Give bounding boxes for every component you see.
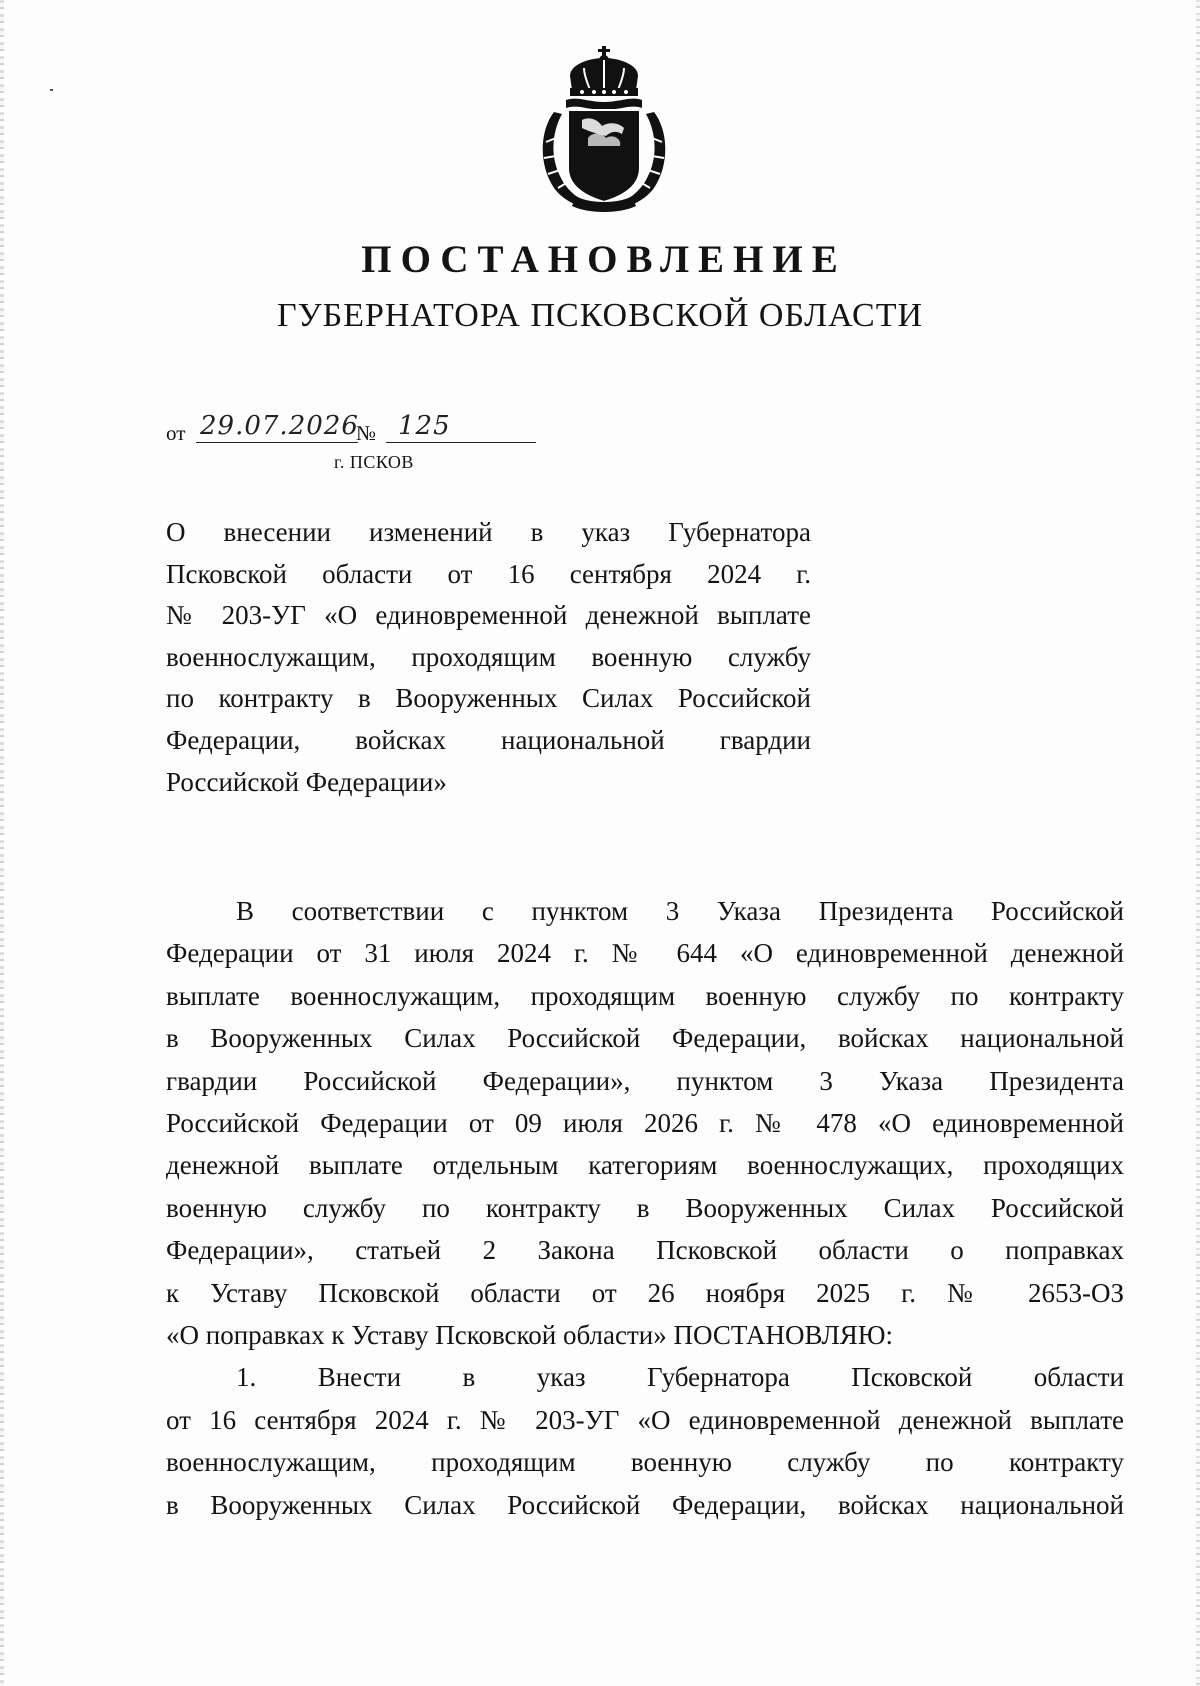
heading-line: Псковской области от 16 сентября 2024 г. bbox=[166, 558, 811, 589]
date-underline bbox=[196, 442, 358, 443]
document-subtitle: ГУБЕРНАТОРА ПСКОВСКОЙ ОБЛАСТИ bbox=[276, 297, 924, 334]
number-prefix: № bbox=[356, 421, 377, 445]
date-prefix: от bbox=[166, 421, 186, 445]
body-line: в Вооруженных Силах Российской Федерации, войсках национальной bbox=[166, 1489, 1124, 1520]
heading-line: О внесении изменений в указ Губернатора bbox=[166, 517, 811, 547]
body-line: Федерации», статьей 2 Закона Псковской области о поправках bbox=[166, 1235, 1124, 1266]
heading-line: Федерации, войсках национальной гвардии bbox=[166, 724, 811, 755]
body-line: Федерации от 31 июля 2024 г. № 644 «О единовременной денежной bbox=[166, 938, 1124, 969]
number-underline bbox=[386, 442, 536, 443]
body-line: гвардии Российской Федерации», пунктом 3 Указа Президента bbox=[166, 1065, 1124, 1096]
date-number-line bbox=[166, 411, 566, 447]
date-value: 29.07.2026 bbox=[200, 411, 359, 441]
body-line: «О поправках к Уставу Псковской области» ПОСТАНОВЛЯЮ: bbox=[166, 1320, 894, 1351]
city-label: г. ПСКОВ bbox=[334, 452, 414, 472]
body-line: военную службу по контракту в Вооруженных Силах Российской bbox=[166, 1192, 1124, 1223]
body-line: выплате военнослужащим, проходящим военную службу по контракту bbox=[166, 980, 1124, 1011]
document-title: ПОСТАНОВЛЕНИЕ bbox=[361, 238, 847, 281]
body-line: денежной выплате отдельным категориям военнослужащих, проходящих bbox=[166, 1150, 1124, 1181]
body-line: в Вооруженных Силах Российской Федерации, войсках национальной bbox=[166, 1023, 1124, 1054]
document-heading bbox=[166, 512, 811, 803]
body-line: военнослужащим, проходящим военную службу по контракту bbox=[166, 1447, 1124, 1478]
body-line: от 16 сентября 2024 г. № 203-УГ «О единовременной денежной выплате bbox=[166, 1404, 1124, 1435]
body-line: Российской Федерации от 09 июля 2026 г. № 478 «О единовременной bbox=[166, 1108, 1124, 1139]
heading-line: № 203-УГ «О единовременной денежной выплате bbox=[166, 600, 811, 631]
body-line: 1. Внести в указ Губернатора Псковской области bbox=[236, 1362, 1124, 1393]
heading-line: военнослужащим, проходящим военную службу bbox=[166, 641, 811, 672]
heading-line: Российской Федерации» bbox=[166, 766, 447, 797]
heading-line: по контракту в Вооруженных Силах Российской bbox=[166, 683, 811, 714]
pskov-coat-of-arms-icon bbox=[532, 46, 676, 212]
document-body bbox=[166, 890, 1124, 1526]
body-line: В соответствии с пунктом 3 Указа Президента Российской bbox=[236, 896, 1124, 926]
scan-speck bbox=[50, 89, 53, 91]
number-value: 125 bbox=[398, 411, 451, 441]
body-line: к Уставу Псковской области от 26 ноября 2025 г. № 2653-ОЗ bbox=[166, 1277, 1124, 1308]
